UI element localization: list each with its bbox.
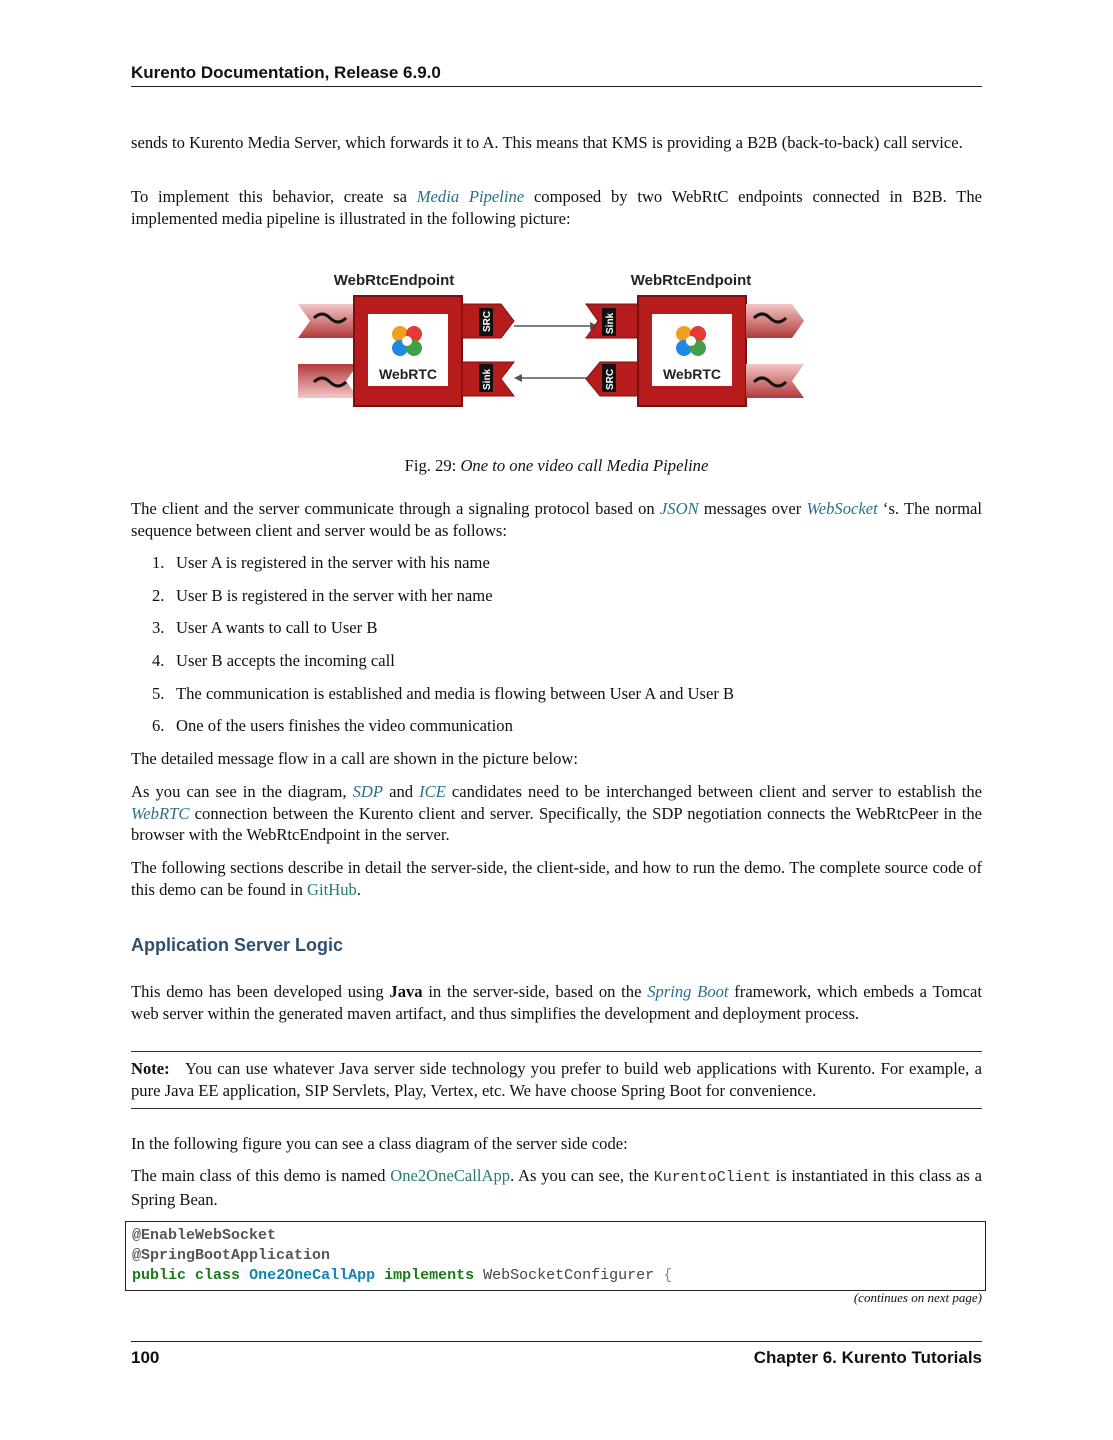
running-header: Kurento Documentation, Release 6.9.0: [131, 62, 982, 87]
right-src-label: SRC: [605, 368, 616, 390]
note-label: Note:: [131, 1059, 170, 1078]
paragraph-sdp-ice: As you can see in the diagram, SDP and ICE candidates need to be interchanged between client and server to establish the WebRTC connection between the Kurento client and server. Specifically, the SDP negotiation connects the WebRtcPeer in the browser with the WebRtcEndpoint in the server.: [131, 782, 983, 844]
left-top-arrow-shape: [298, 304, 358, 338]
note-box: Note: You can use whatever Java server side technology you prefer to build web applications with Kurento. For example, a pure Java EE application, SIP Servlets, Play, Vertex, etc. We have choose Spring Boot for convenience.: [131, 1051, 982, 1109]
json-link[interactable]: JSON: [659, 499, 699, 518]
list-item: 2. User B is registered in the server with her name: [152, 586, 493, 605]
paragraph-signaling: The client and the server communicate through a signaling protocol based on JSON messages over WebSocket ‘s. The normal sequence between client and server would be as follows:: [131, 499, 983, 540]
page-footer: [131, 1341, 982, 1368]
chapter-title: Chapter 6. Kurento Tutorials: [753, 1348, 982, 1367]
paragraph-pipeline-intro: To implement this behavior, create sa Media Pipeline composed by two WebRtC endpoints connected in B2B. The implemented media pipeline is illustrated in the following picture:: [131, 187, 982, 228]
left-sink-label: Sink: [482, 368, 493, 390]
list-item: 3. User A wants to call to User B: [152, 618, 378, 637]
list-item: 1. User A is registered in the server with his name: [152, 553, 490, 572]
websocket-link[interactable]: WebSocket: [806, 499, 878, 518]
media-pipeline-link[interactable]: Media Pipeline: [416, 187, 525, 206]
right-sink-label: Sink: [605, 312, 616, 334]
left-webrtc-logo-text: WebRTC: [378, 366, 438, 382]
figure-caption: Fig. 29: One to one video call Media Pipeline: [404, 456, 709, 475]
spring-boot-link[interactable]: Spring Boot: [647, 982, 729, 1001]
one2onecallapp-link[interactable]: One2OneCallApp: [390, 1166, 511, 1185]
paragraph-b2b: sends to Kurento Media Server, which forwards it to A. This means that KMS is providing a B2B (back-to-back) call service.: [131, 133, 963, 152]
section-heading: Application Server Logic: [131, 935, 344, 955]
sdp-link[interactable]: SDP: [352, 782, 384, 801]
list-item: 6. One of the users finishes the video communication: [152, 716, 513, 735]
github-link[interactable]: GitHub: [307, 879, 357, 899]
left-src-label: SRC: [482, 310, 493, 332]
list-item: 5. The communication is established and media is flowing between User A and User B: [152, 684, 735, 703]
paragraph-message-flow: The detailed message flow in a call are shown in the picture below:: [131, 749, 578, 768]
webrtc-link[interactable]: WebRTC: [131, 803, 190, 823]
page-number: 100: [131, 1348, 160, 1367]
code-block: @EnableWebSocket @SpringBootApplication public class One2OneCallApp implements WebSocketConfigurer {: [125, 1221, 986, 1291]
paragraph-sections: The following sections describe in detail the server-side, the client-side, and how to run the demo. The complete source code of this demo can be found in GitHub.: [131, 858, 982, 899]
left-endpoint-title: WebRtcEndpoint: [333, 272, 455, 289]
paragraph-java: This demo has been developed using Java in the server-side, based on the Spring Boot framework, which embeds a Tomcat web server within the generated maven artifact, and thus simplifies the development and deployment process.: [131, 982, 982, 1023]
ice-link[interactable]: ICE: [419, 782, 446, 801]
paragraph-class-diagram: In the following figure you can see a class diagram of the server side code:: [131, 1134, 628, 1153]
right-endpoint-title: WebRtcEndpoint: [630, 272, 752, 289]
media-pipeline-figure: [296, 266, 806, 416]
list-item: 4. User B accepts the incoming call: [152, 651, 395, 670]
right-webrtc-logo-text: WebRTC: [662, 366, 722, 382]
paragraph-main-class: The main class of this demo is named One2OneCallApp. As you can see, the KurentoClient is instantiated in this class as a Spring Bean.: [131, 1166, 982, 1209]
continues-note: (continues on next page): [853, 1290, 982, 1305]
